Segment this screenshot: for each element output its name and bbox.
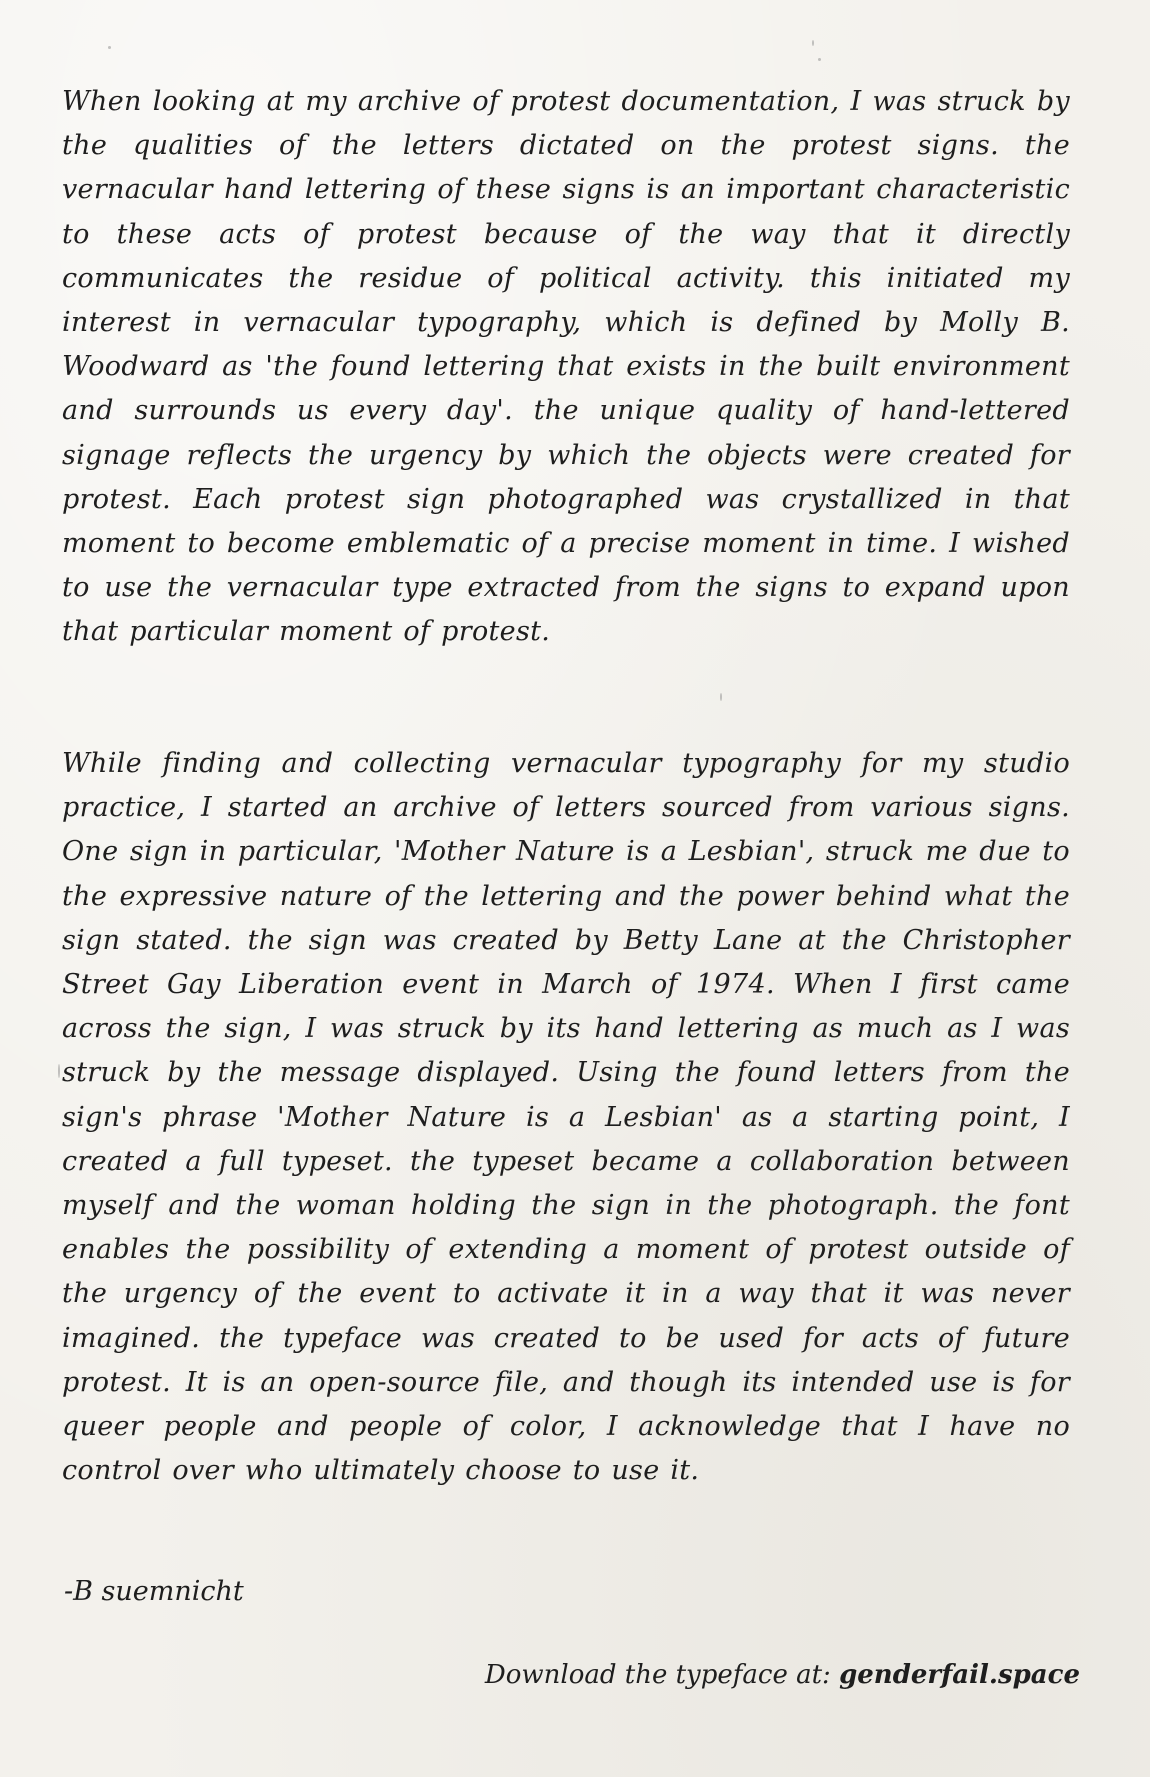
download-line (485, 1660, 1080, 1690)
paper-speck (108, 46, 111, 49)
body-paragraph-1: When looking at my archive of protest documentation, I was struck by the qualities of the letters dictated on the protest signs. the vernacular hand lettering of these signs is an important characteristic to these acts of protest because of the way that it directly communicates the residue of political activity. this initiated my interest in vernacular typography, which is defined by Molly B. Woodward as 'the found lettering that exists in the built environment and surrounds us every day'. the unique quality of hand-lettered signage reflects the urgency by which the objects were created for protest. Each protest sign photographed was crystallized in that moment to become emblematic of a precise moment in time. I wished to use the vernacular type extracted from the signs to expand upon that particular moment of protest. (62, 86, 1070, 648)
download-link[interactable]: genderfail.space (839, 1660, 1080, 1690)
paper-speck (58, 1064, 60, 1078)
paper-speck (720, 693, 722, 701)
paper-speck (812, 40, 814, 46)
author-signature: -B suemnicht (64, 1576, 244, 1607)
paper-speck (818, 58, 821, 61)
download-prefix: Download the typeface at: (484, 1660, 831, 1690)
body-paragraph-2: While finding and collecting vernacular typography for my studio practice, I started an archive of letters sourced from various signs. One sign in particular, 'Mother Nature is a Lesbian', struck me due to the expressive nature of the lettering and the power behind what the sign stated. the sign was created by Betty Lane at the Christopher Street Gay Liberation event in March of 1974. When I first came across the sign, I was struck by its hand lettering as much as I was struck by the message displayed. Using the found letters from the sign's phrase 'Mother Nature is a Lesbian' as a starting point, I created a full typeset. the typeset became a collaboration between myself and the woman holding the sign in the photograph. the font enables the possibility of extending a moment of protest outside of the urgency of the event to activate it in a way that it was never imagined. the typeface was created to be used for acts of future protest. It is an open-source file, and though its intended use is for queer people and people of color, I acknowledge that I have no control over who ultimately choose to use it. (62, 748, 1070, 1487)
